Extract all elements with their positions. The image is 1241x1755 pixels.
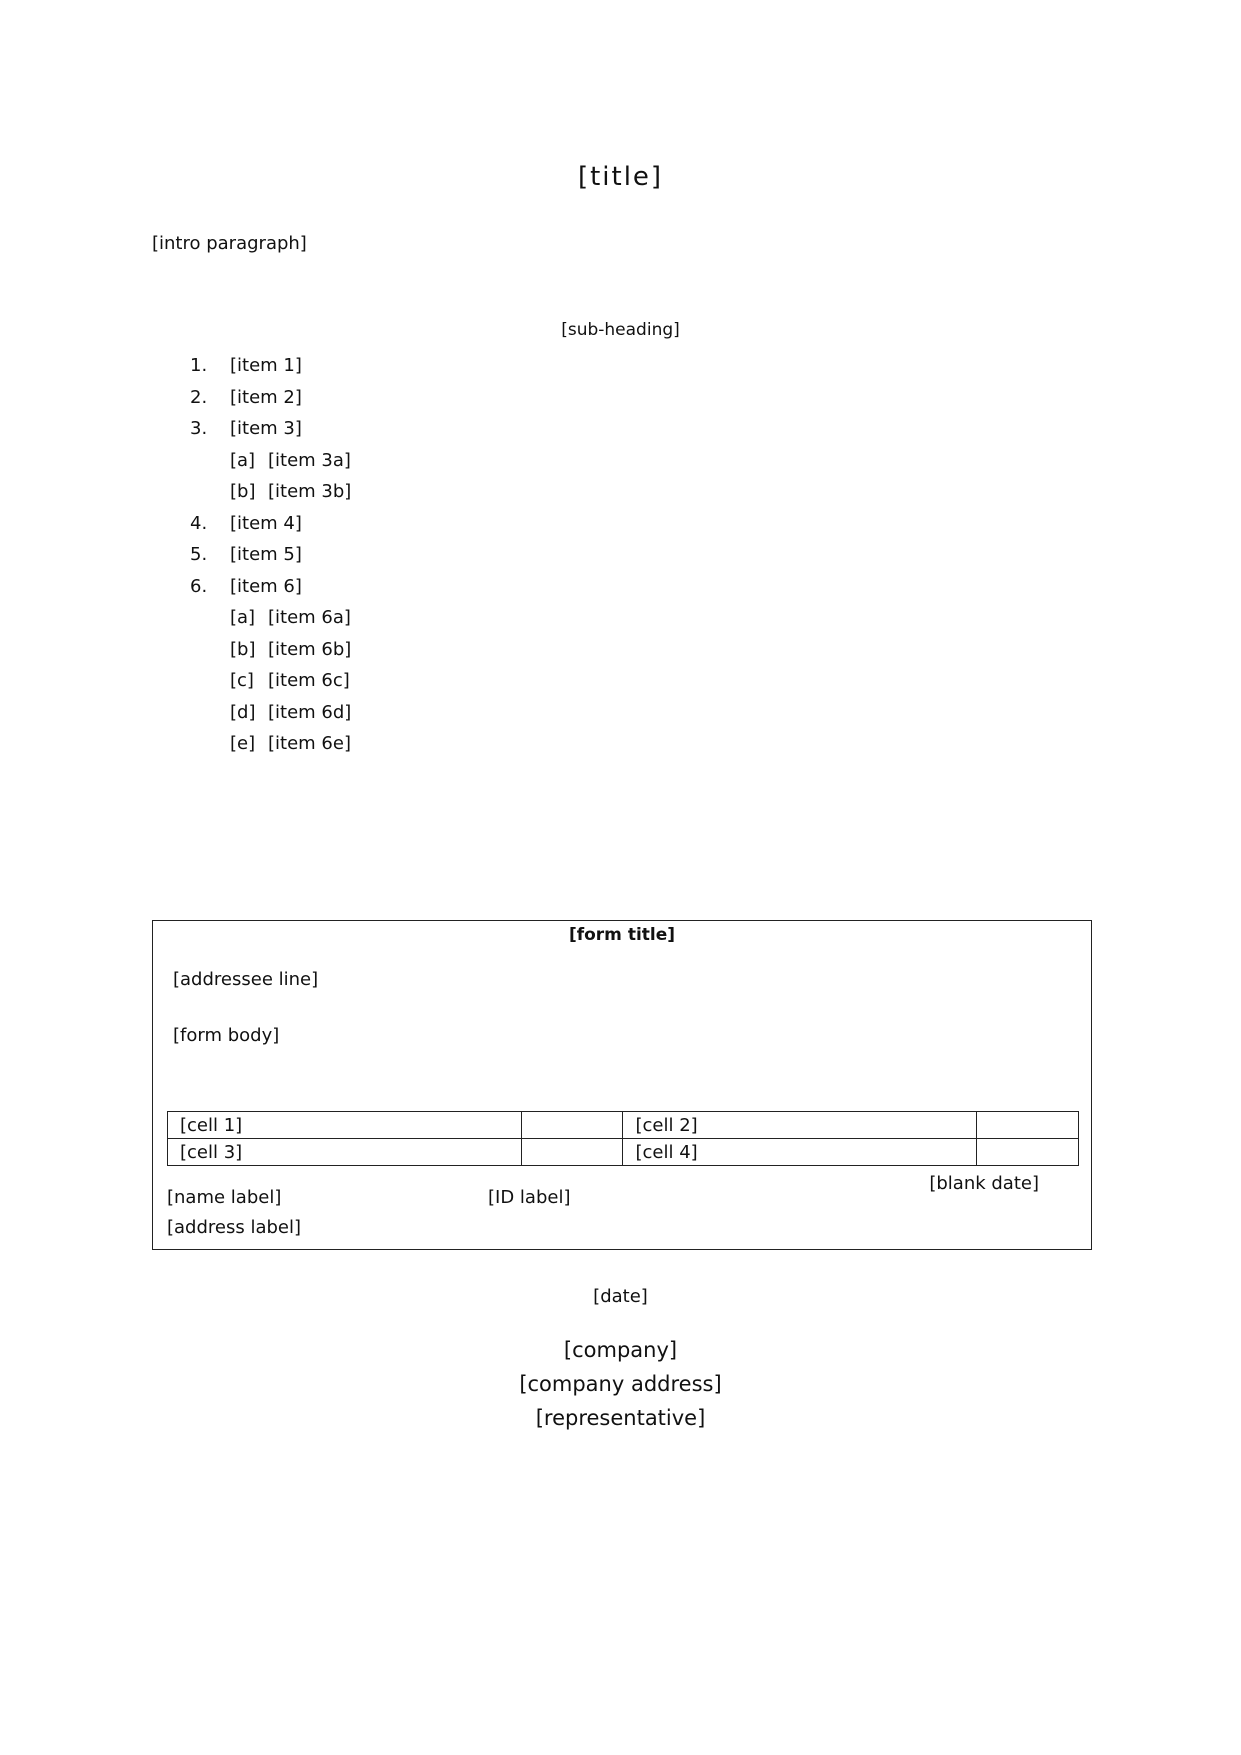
shareholder-table — [167, 1111, 1079, 1166]
footer-address: [company address] — [519, 1372, 722, 1396]
table-cell — [522, 1112, 623, 1139]
sub-item-text: [item 6b] — [268, 638, 352, 660]
name-label: [name label] — [167, 1187, 282, 1208]
list-item — [190, 413, 1092, 445]
item-text: [item 3] — [230, 418, 302, 439]
sub-item — [230, 728, 1092, 760]
sub-item-text: [item 6c] — [268, 670, 350, 691]
sub-item — [230, 697, 1092, 729]
item-text: [item 5] — [230, 544, 302, 565]
section-subhead: [sub-heading] — [561, 320, 680, 340]
sub-item-label: [b] — [230, 481, 256, 502]
sub-item-text: [item 6a] — [268, 607, 351, 628]
sub-item-text: [item 6e] — [268, 733, 351, 754]
item-text: [item 6] — [230, 575, 302, 597]
list-item — [190, 508, 1092, 540]
item-number: 3. — [190, 418, 208, 439]
form-title: [form title] — [568, 925, 676, 945]
sub-item — [230, 634, 1092, 666]
table-cell: [cell 2] — [623, 1112, 977, 1139]
id-label: [ID label] — [488, 1187, 571, 1208]
sub-item-text: [item 6d] — [268, 701, 352, 723]
footer-company: [company] — [563, 1338, 678, 1362]
sub-item — [230, 476, 1092, 508]
list-item — [190, 382, 1092, 414]
intro-paragraph: [intro paragraph] — [152, 233, 307, 254]
table-cell: [cell 4] — [623, 1139, 977, 1166]
item-list — [190, 350, 1092, 760]
sub-item-label: [e] — [230, 733, 256, 754]
page-title: [title] — [577, 162, 664, 192]
sub-item-text: [item 3a] — [268, 449, 351, 471]
sub-item — [230, 602, 1092, 634]
sub-item-label: [c] — [230, 670, 254, 691]
item-number: 1. — [190, 355, 208, 376]
footer-representative: [representative] — [535, 1406, 706, 1430]
objection-form — [152, 920, 1092, 1250]
table-cell — [522, 1139, 623, 1166]
form-date: [blank date] — [929, 1173, 1039, 1194]
sub-item-label: [d] — [230, 701, 256, 723]
table-row — [168, 1112, 1079, 1139]
list-item — [190, 539, 1092, 571]
item-text: [item 2] — [230, 386, 302, 408]
sub-item — [230, 445, 1092, 477]
table-cell: [cell 3] — [168, 1139, 522, 1166]
item-text: [item 4] — [230, 512, 302, 534]
item-number: 2. — [190, 386, 208, 408]
item-number: 5. — [190, 544, 208, 565]
form-addressee: [addressee line] — [173, 969, 319, 990]
table-cell — [977, 1112, 1079, 1139]
table-cell — [977, 1139, 1079, 1166]
sub-item — [230, 665, 1092, 697]
sub-item-label: [a] — [230, 607, 256, 628]
item-text: [item 1] — [230, 355, 302, 376]
list-item — [190, 571, 1092, 603]
item-number: 4. — [190, 512, 208, 534]
sub-item-label: [a] — [230, 449, 256, 471]
list-item — [190, 350, 1092, 382]
sub-item-text: [item 3b] — [268, 481, 352, 502]
form-body: [form body] — [173, 1025, 280, 1046]
footer-date: [date] — [593, 1286, 648, 1307]
table-cell: [cell 1] — [168, 1112, 522, 1139]
address-label: [address label] — [167, 1217, 302, 1238]
table-row — [168, 1139, 1079, 1166]
item-number: 6. — [190, 575, 208, 597]
sub-item-label: [b] — [230, 638, 256, 660]
